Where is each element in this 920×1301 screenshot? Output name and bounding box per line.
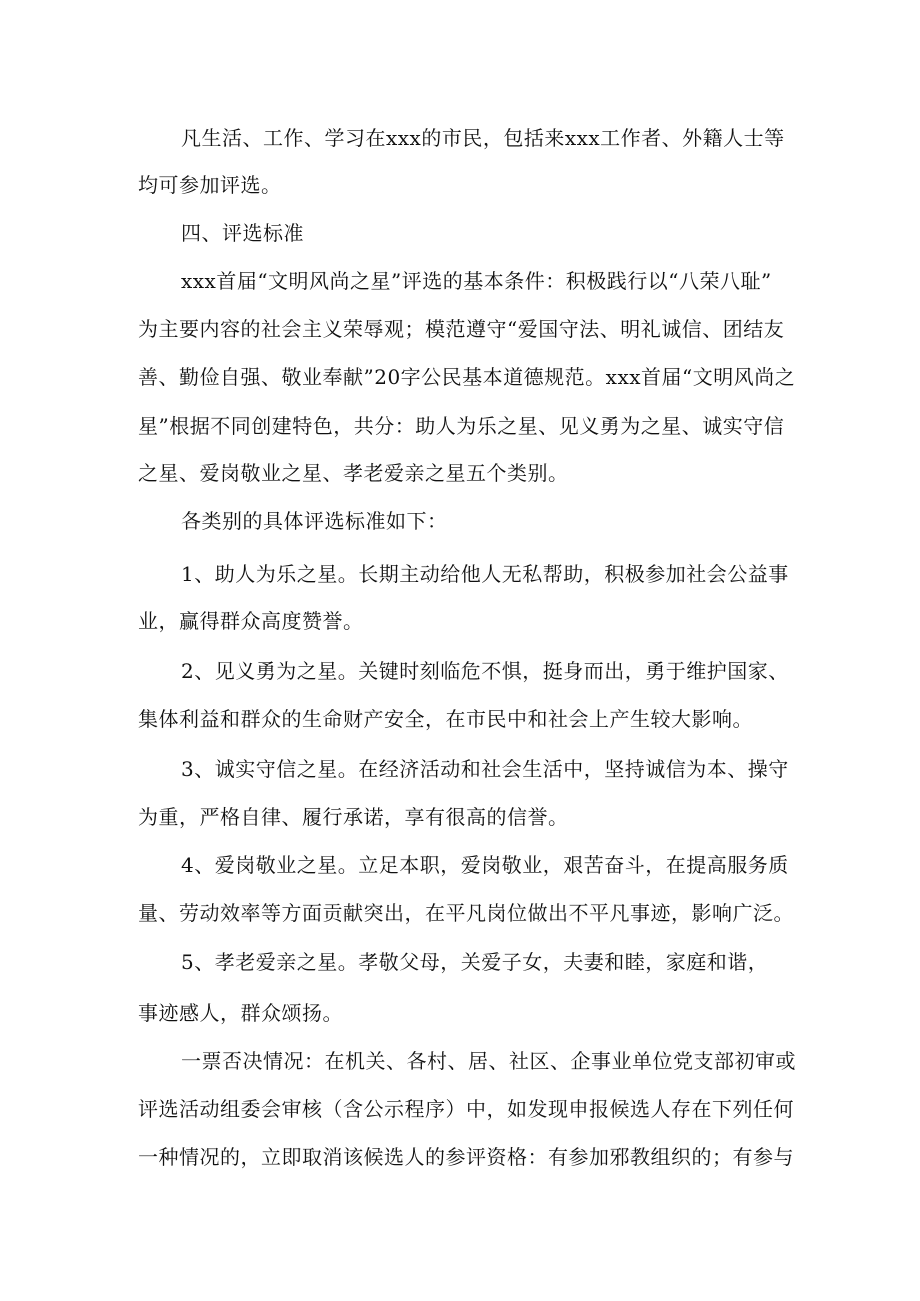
paragraph-line: 之星、爱岗敬业之星、孝老爱亲之星五个类别。 <box>138 461 569 485</box>
paragraph-line: 星”根据不同创建特色，共分：助人为乐之星、见义勇为之星、诚实守信 <box>138 414 785 438</box>
list-item-line: 4、爱岗敬业之星。立足本职，爱岗敬业，艰苦奋斗，在提高服务质 <box>181 853 789 877</box>
paragraph-line: 善、勤俭自强、敬业奉献”20字公民基本道德规范。xxx首届“文明风尚之 <box>138 365 796 389</box>
list-item-line: 量、劳动效率等方面贡献突出，在平凡岗位做出不平凡事迹，影响广泛。 <box>138 901 794 925</box>
section-heading: 四、评选标准 <box>181 221 304 245</box>
list-item-line: 事迹感人，群众颂扬。 <box>138 1001 343 1025</box>
paragraph-line: 均可参加评选。 <box>138 173 282 197</box>
list-item-line: 1、助人为乐之星。长期主动给他人无私帮助，积极参加社会公益事 <box>181 562 789 586</box>
list-item-line: 2、见义勇为之星。关键时刻临危不惧，挺身而出，勇于维护国家、 <box>181 659 789 683</box>
list-item-line: 3、诚实守信之星。在经济活动和社会生活中，坚持诚信为本、操守 <box>181 757 789 781</box>
paragraph-line: 各类别的具体评选标准如下： <box>181 509 448 533</box>
list-item-line: 为重，严格自律、履行承诺，享有很高的信誉。 <box>138 805 569 829</box>
list-item-line: 5、孝老爱亲之星。孝敬父母，关爱子女，夫妻和睦，家庭和谐， <box>181 950 769 974</box>
paragraph-line: 一种情况的，立即取消该候选人的参评资格：有参加邪教组织的；有参与 <box>138 1145 794 1169</box>
list-item-line: 集体利益和群众的生命财产安全，在市民中和社会上产生较大影响。 <box>138 707 753 731</box>
paragraph-line: 评选活动组委会审核（含公示程序）中，如发现申报候选人存在下列任何 <box>138 1097 794 1121</box>
paragraph-line: 为主要内容的社会主义荣辱观；模范遵守“爱国守法、明礼诚信、团结友 <box>138 317 785 341</box>
list-item-line: 业，赢得群众高度赞誉。 <box>138 609 364 633</box>
paragraph-line: 一票否决情况：在机关、各村、居、社区、企事业单位党支部初审或 <box>181 1049 796 1073</box>
paragraph-line: xxx首届“文明风尚之星”评选的基本条件：积极践行以“八荣八耻” <box>181 269 772 293</box>
paragraph-line: 凡生活、工作、学习在xxx的市民，包括来xxx工作者、外籍人士等 <box>181 126 785 150</box>
